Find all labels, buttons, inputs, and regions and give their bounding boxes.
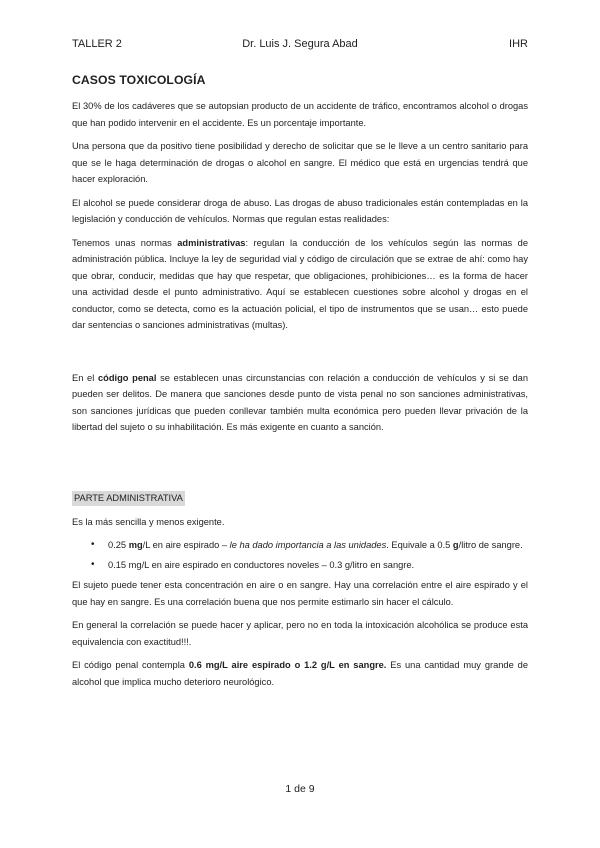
paragraph-penal-code [72, 370, 528, 436]
page-content [72, 72, 528, 697]
text-segment: Es una cantidad muy grande de alcohol que implica mucho deterioro neurológico. [72, 660, 528, 687]
section-heading-administrative: PARTE ADMINISTRATIVA [72, 491, 185, 506]
paragraph-accident-statistics: El 30% de los cadáveres que se autopsian producto de un accidente de tráfico, encontramos alcohol o drogas que han podido intervenir en el accidente. Es un porcentaje importante. [72, 101, 528, 128]
text-segment: 0.15 mg/L en aire espirado en conductores noveles – 0.3 g/litro en sangre. [108, 559, 415, 570]
text-segment: . Equivale a 0.5 [386, 540, 453, 550]
bold-penal-limit: 0.6 mg/L aire espirado o 1.2 g/L en sangre. [188, 660, 387, 670]
paragraph-correlation: El sujeto puede tener esta concentración en aire o en sangre. Hay una correlación entre el aire espirado y el que hay en sangre. Es una correlación buena que nos permite estimarlo sin hacer el cálculo. [72, 580, 528, 607]
list-item [91, 537, 528, 554]
bullet-icon: • [91, 539, 95, 550]
header-initials: IHR [509, 38, 528, 50]
paragraph-penal-limit [72, 657, 528, 690]
header-course: TALLER 2 [72, 38, 122, 50]
text-segment: se establecen unas circunstancias con relación a conducción de vehículos y si se dan pueden ser delitos. De manera que sanciones desde punto de vista penal no son sanciones administrativas, son sanciones jurídicas que pueden conllevar también multa económica pero pueden llevar privación de la libertad del sujeto o su inhabilitación. Es más exigente en cuanto a sanción. [72, 372, 529, 432]
italic-note: le ha dado importancia a las unidades [229, 540, 387, 550]
text-segment: 0.25 [108, 540, 129, 550]
bullet-icon: • [91, 558, 95, 570]
paragraph-equivalence: En general la correlación se puede hacer y aplicar, pero no en toda la intoxicación alcohólica se produce esta equivalencia con exactitud!!!. [72, 620, 528, 647]
bold-unit: g [452, 540, 459, 550]
bold-unit: mg [128, 540, 143, 550]
text-segment: Tenemos unas normas [72, 237, 178, 248]
text-segment: /litro de sangre. [458, 540, 523, 550]
limits-list [72, 537, 528, 573]
list-item [91, 557, 528, 574]
page-title: CASOS TOXICOLOGÍA [72, 73, 206, 87]
page-header [72, 38, 528, 52]
bold-term-administrativas: administrativas [177, 237, 246, 248]
text-segment: /L en aire espirado – [142, 540, 230, 550]
header-author: Dr. Luis J. Segura Abad [242, 38, 358, 50]
spacer [72, 443, 528, 490]
bold-term-codigo-penal: código penal [98, 372, 157, 383]
paragraph-positive-rights: Una persona que da positivo tiene posibilidad y derecho de solicitar que se le lleve a un centro sanitario para que se le haga determinación de drogas o alcohol en sangre. El médico que está en urgencias tendrá que hacer exploración. [72, 141, 528, 184]
spacer [72, 341, 528, 370]
text-segment: El código penal contempla [72, 660, 189, 670]
text-segment: En el [72, 372, 98, 383]
paragraph-alcohol-drug: El alcohol se puede considerar droga de abuso. Las drogas de abuso tradicionales están contempladas en la legislación y conducción de vehículos. Normas que regulan estas realidades: [72, 197, 528, 224]
paragraph-administrative-norms [72, 235, 528, 334]
section-intro: Es la más sencilla y menos exigente. [72, 516, 225, 527]
page-number: 1 de 9 [285, 783, 315, 795]
text-segment: : regulan la conducción de los vehículos según las normas de administración pública. Incluye la ley de seguridad vial y código de circulación que se extrae de ahí: como hay que obrar, conducir, medidas que hay que respetar, que obligaciones, prohibiciones… es la forma de hacer una actividad desde el punto administrativo. Aquí se establecen cuestiones sobre alcohol y drogas en el conductor, como se detecta, como es la actuación policial, el tipo de instrumentos que se usan… esto puede dar sentencias o sanciones administrativas (multas). [72, 237, 528, 330]
